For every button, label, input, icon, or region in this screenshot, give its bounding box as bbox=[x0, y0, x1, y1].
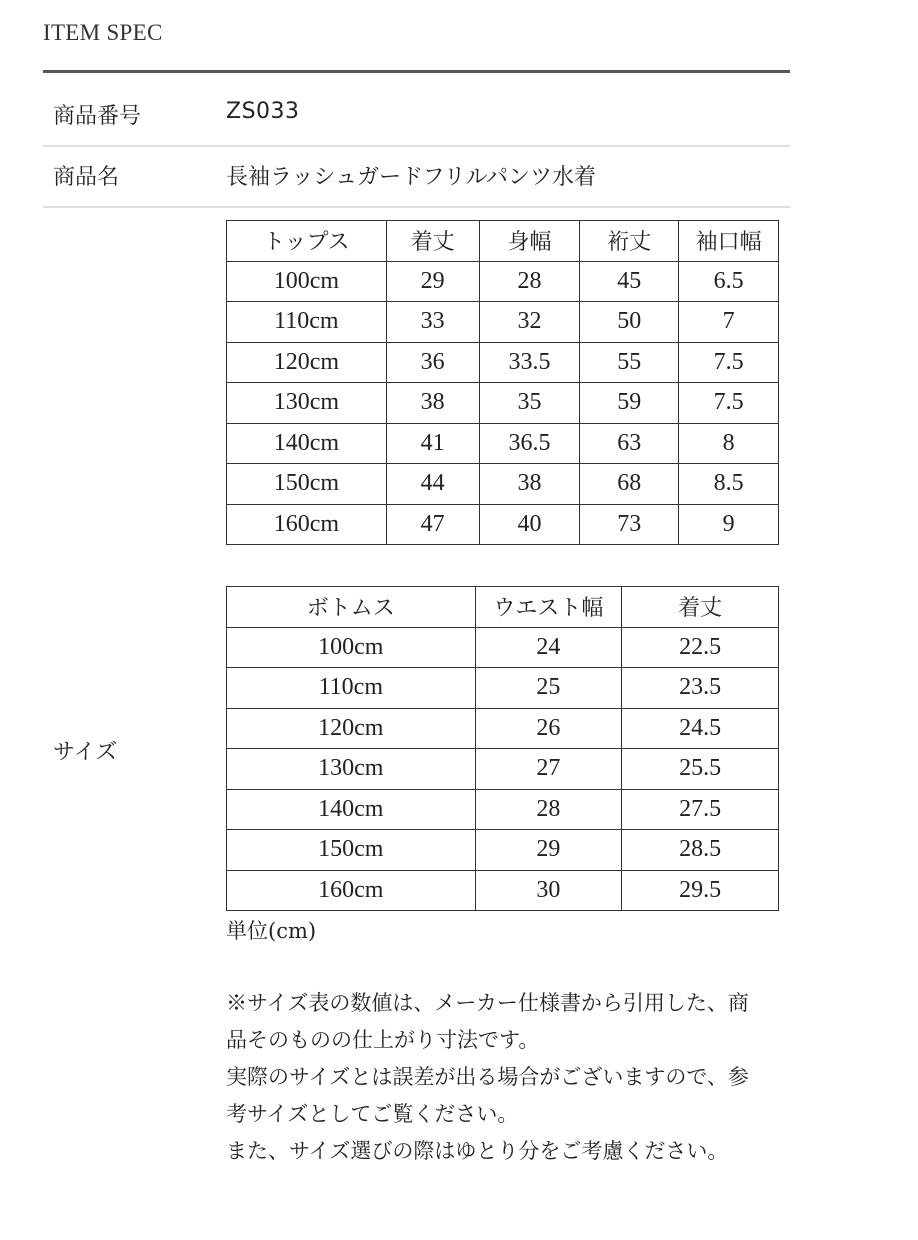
table-row bbox=[227, 302, 779, 343]
table-cell: 28 bbox=[475, 789, 622, 830]
table-row bbox=[227, 423, 779, 464]
table-cell: 150cm bbox=[227, 464, 387, 505]
table-row bbox=[227, 668, 779, 709]
table-cell: 23.5 bbox=[622, 668, 779, 709]
table-cell: 7.5 bbox=[679, 342, 779, 383]
table-cell: 6.5 bbox=[679, 261, 779, 302]
table-row bbox=[227, 789, 779, 830]
table-cell: 35 bbox=[479, 383, 580, 424]
table-cell: 120cm bbox=[227, 342, 387, 383]
table-header-row bbox=[227, 587, 779, 628]
table-cell: 59 bbox=[580, 383, 679, 424]
table-cell: 32 bbox=[479, 302, 580, 343]
header-cell: 裄丈 bbox=[580, 221, 679, 262]
disclaimer-line: ※サイズ表の数値は、メーカー仕様書から引用した、商品そのものの仕上がり寸法です。 bbox=[226, 991, 749, 1052]
table-cell: 160cm bbox=[227, 870, 476, 911]
table-cell: 9 bbox=[679, 504, 779, 545]
disclaimer-line: 実際のサイズとは誤差が出る場合がございますので、参考サイズとしてご覧ください。 bbox=[226, 1065, 749, 1126]
table-cell: 38 bbox=[479, 464, 580, 505]
table-row bbox=[227, 627, 779, 668]
header-cell: トップス bbox=[227, 221, 387, 262]
header-cell: ウエスト幅 bbox=[475, 587, 622, 628]
unit-note: 単位(cm) bbox=[226, 919, 317, 943]
row-divider bbox=[43, 206, 790, 208]
table-row bbox=[227, 749, 779, 790]
table-cell: 27 bbox=[475, 749, 622, 790]
table-cell: 28 bbox=[479, 261, 580, 302]
item-name-value: 長袖ラッシュガードフリルパンツ水着 bbox=[226, 165, 597, 190]
table-cell: 7 bbox=[679, 302, 779, 343]
size-disclaimer bbox=[226, 985, 756, 1170]
table-cell: 40 bbox=[479, 504, 580, 545]
item-name-label: 商品名 bbox=[53, 165, 120, 190]
table-cell: 63 bbox=[580, 423, 679, 464]
table-row bbox=[227, 504, 779, 545]
table-cell: 28.5 bbox=[622, 830, 779, 871]
spec-section-title: ITEM SPEC bbox=[43, 20, 163, 45]
table-cell: 29 bbox=[386, 261, 479, 302]
table-row bbox=[227, 870, 779, 911]
table-row bbox=[227, 383, 779, 424]
table-cell: 73 bbox=[580, 504, 679, 545]
table-cell: 29 bbox=[475, 830, 622, 871]
table-row bbox=[227, 830, 779, 871]
table-cell: 68 bbox=[580, 464, 679, 505]
table-row bbox=[227, 708, 779, 749]
table-cell: 26 bbox=[475, 708, 622, 749]
table-row bbox=[227, 464, 779, 505]
table-cell: 29.5 bbox=[622, 870, 779, 911]
table-cell: 8.5 bbox=[679, 464, 779, 505]
header-cell: 着丈 bbox=[622, 587, 779, 628]
table-cell: 110cm bbox=[227, 668, 476, 709]
table-cell: 22.5 bbox=[622, 627, 779, 668]
table-cell: 47 bbox=[386, 504, 479, 545]
header-cell: ボトムス bbox=[227, 587, 476, 628]
header-divider bbox=[43, 70, 790, 73]
table-cell: 120cm bbox=[227, 708, 476, 749]
table-cell: 24 bbox=[475, 627, 622, 668]
table-cell: 36.5 bbox=[479, 423, 580, 464]
table-cell: 25 bbox=[475, 668, 622, 709]
header-cell: 袖口幅 bbox=[679, 221, 779, 262]
bottoms-size-table bbox=[226, 586, 779, 911]
table-row bbox=[227, 342, 779, 383]
table-cell: 160cm bbox=[227, 504, 387, 545]
table-cell: 130cm bbox=[227, 383, 387, 424]
table-cell: 8 bbox=[679, 423, 779, 464]
item-number-label: 商品番号 bbox=[53, 104, 142, 129]
table-cell: 100cm bbox=[227, 261, 387, 302]
table-row bbox=[227, 261, 779, 302]
header-cell: 着丈 bbox=[386, 221, 479, 262]
table-cell: 30 bbox=[475, 870, 622, 911]
table-cell: 140cm bbox=[227, 789, 476, 830]
table-cell: 44 bbox=[386, 464, 479, 505]
table-cell: 38 bbox=[386, 383, 479, 424]
tops-size-table bbox=[226, 220, 779, 545]
table-cell: 150cm bbox=[227, 830, 476, 871]
table-cell: 24.5 bbox=[622, 708, 779, 749]
table-cell: 110cm bbox=[227, 302, 387, 343]
table-cell: 7.5 bbox=[679, 383, 779, 424]
disclaimer-line: また、サイズ選びの際はゆとり分をご考慮ください。 bbox=[226, 1139, 729, 1163]
table-cell: 130cm bbox=[227, 749, 476, 790]
table-cell: 50 bbox=[580, 302, 679, 343]
table-header-row bbox=[227, 221, 779, 262]
table-cell: 140cm bbox=[227, 423, 387, 464]
header-cell: 身幅 bbox=[479, 221, 580, 262]
item-number-value: ZS033 bbox=[226, 99, 300, 124]
table-cell: 55 bbox=[580, 342, 679, 383]
table-cell: 36 bbox=[386, 342, 479, 383]
table-cell: 33 bbox=[386, 302, 479, 343]
table-cell: 27.5 bbox=[622, 789, 779, 830]
table-cell: 25.5 bbox=[622, 749, 779, 790]
table-cell: 33.5 bbox=[479, 342, 580, 383]
size-label: サイズ bbox=[53, 740, 118, 765]
row-divider bbox=[43, 145, 790, 147]
table-cell: 100cm bbox=[227, 627, 476, 668]
table-cell: 45 bbox=[580, 261, 679, 302]
table-cell: 41 bbox=[386, 423, 479, 464]
